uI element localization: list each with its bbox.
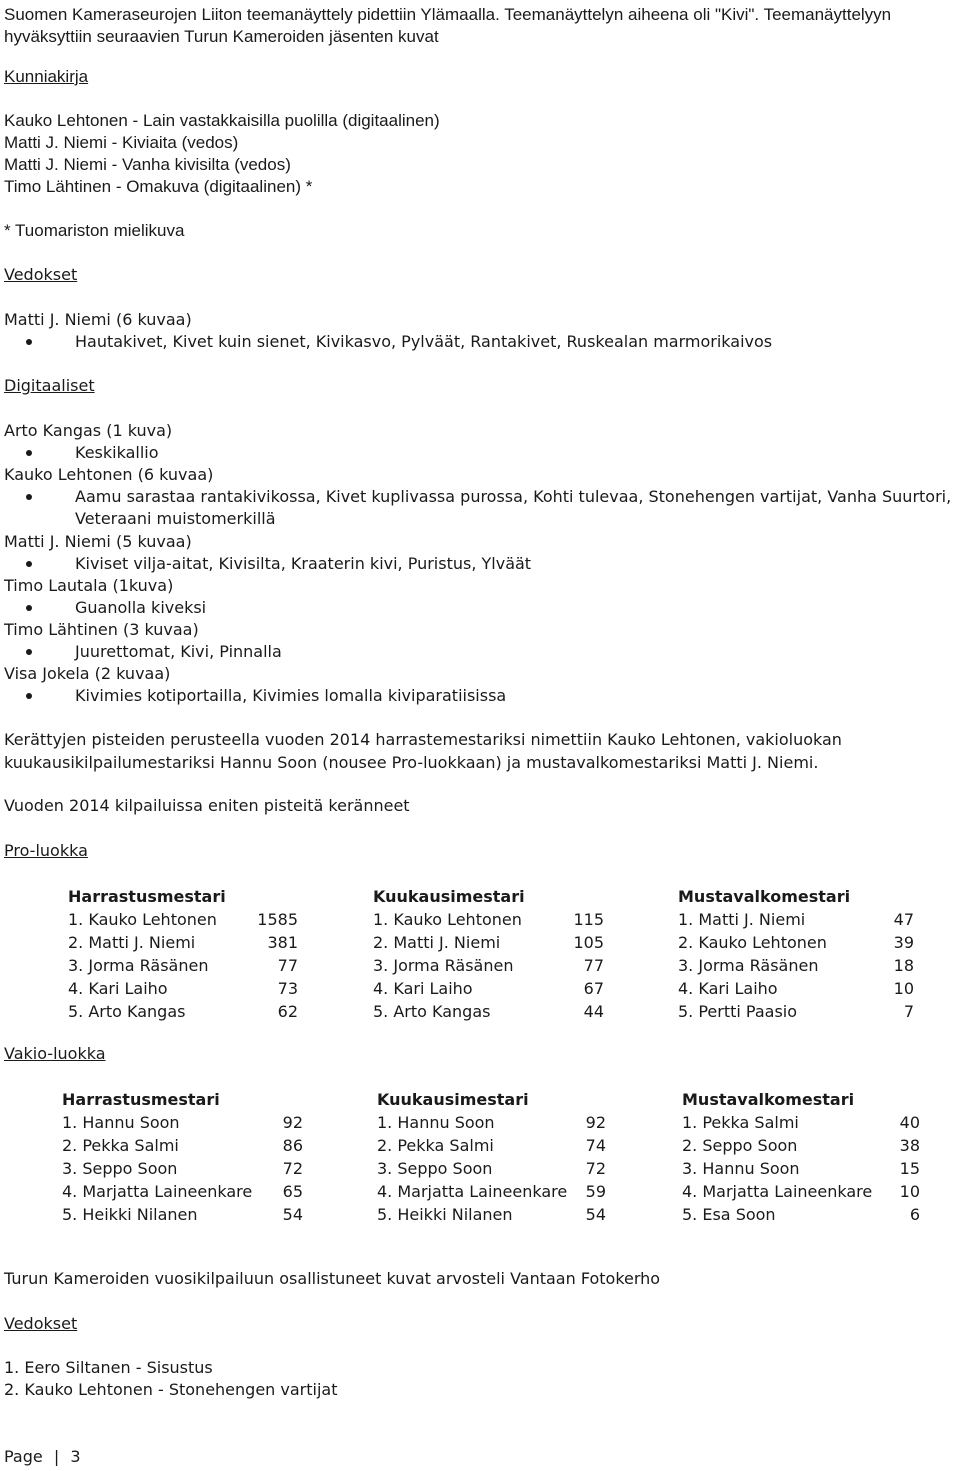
rank-name: 2. Pekka Salmi xyxy=(62,1136,179,1155)
rank-name: 1. Kauko Lehtonen xyxy=(373,910,522,929)
rank-name: 2. Kauko Lehtonen xyxy=(678,933,827,952)
rank-name: 5. Esa Soon xyxy=(682,1205,776,1224)
score: 67 xyxy=(583,979,604,998)
rank-name: 3. Jorma Räsänen xyxy=(68,956,209,975)
page-separator: | xyxy=(53,1447,60,1466)
score: 38 xyxy=(899,1136,920,1155)
table-row xyxy=(377,1180,608,1203)
rank-name: 1. Hannu Soon xyxy=(62,1113,180,1132)
rank-name: 2. Matti J. Niemi xyxy=(373,933,501,952)
rank-name: 3. Jorma Räsänen xyxy=(678,956,819,975)
table-row xyxy=(678,977,916,1000)
vakio-heading: Vakio-luokka xyxy=(4,1044,106,1063)
rank-name: 2. Matti J. Niemi xyxy=(68,933,196,952)
bullet-icon xyxy=(26,605,32,611)
table-row xyxy=(62,1203,305,1226)
vantaa-heading: Vedokset xyxy=(4,1314,78,1333)
table-row xyxy=(68,908,300,931)
table-row xyxy=(62,1180,305,1203)
table-row xyxy=(682,1180,922,1203)
rank-name: 5. Pertti Paasio xyxy=(678,1002,798,1021)
page-footer xyxy=(4,1446,81,1468)
score: 18 xyxy=(893,956,914,975)
bullet-icon xyxy=(26,450,32,456)
digitaaliset-works: Juurettomat, Kivi, Pinnalla xyxy=(75,642,282,661)
score: 381 xyxy=(267,933,298,952)
rank-name: 5. Heikki Nilanen xyxy=(62,1205,198,1224)
digitaaliset-author: Arto Kangas (1 kuva) xyxy=(4,421,173,440)
table-row xyxy=(373,1000,606,1023)
table-row xyxy=(377,1203,608,1226)
score: 77 xyxy=(583,956,604,975)
rank-name: 2. Seppo Soon xyxy=(682,1136,798,1155)
bullet-icon xyxy=(26,339,32,345)
table-row xyxy=(678,908,916,931)
table-row xyxy=(68,954,300,977)
bullet-icon xyxy=(26,649,32,655)
digitaaliset-works: Guanolla kiveksi xyxy=(75,598,207,617)
score: 40 xyxy=(899,1113,920,1132)
vakio-table-harrastus xyxy=(62,1088,305,1226)
summary-line-1: Kerättyjen pisteiden perusteella vuoden 2014 harrastemestariksi nimettiin Kauko Lehtonen, vakioluokan xyxy=(4,730,842,749)
table-row xyxy=(377,1157,608,1180)
kunniakirja-note: * Tuomariston mielikuva xyxy=(4,221,185,240)
summary-line-2: kuukausikilpailumestariksi Hannu Soon (nousee Pro-luokkaan) ja mustavalkomestariksi Matti J. Niemi. xyxy=(4,753,819,772)
pro-table-kuukausi xyxy=(373,885,606,1023)
digitaaliset-author: Timo Lähtinen (3 kuvaa) xyxy=(4,620,199,639)
bullet-icon xyxy=(26,561,32,567)
score: 86 xyxy=(282,1136,303,1155)
digitaaliset-works-cont: Veteraani muistomerkillä xyxy=(75,509,276,528)
score: 7 xyxy=(903,1002,914,1021)
vedokset-works: Hautakivet, Kivet kuin sienet, Kivikasvo, Pylväät, Rantakivet, Ruskealan marmorikaivos xyxy=(75,332,773,351)
vakio-table-kuukausi xyxy=(377,1088,608,1226)
rank-name: 3. Seppo Soon xyxy=(62,1159,178,1178)
table-row xyxy=(68,931,300,954)
pro-heading: Pro-luokka xyxy=(4,841,88,860)
rank-name: 1. Pekka Salmi xyxy=(682,1113,799,1132)
digitaaliset-author: Visa Jokela (2 kuvaa) xyxy=(4,664,171,683)
pro-table-mustavalko xyxy=(678,885,916,1023)
table-title: Harrastusmestari xyxy=(68,887,226,906)
table-title: Kuukausimestari xyxy=(373,887,525,906)
table-row xyxy=(373,954,606,977)
rank-name: 3. Hannu Soon xyxy=(682,1159,800,1178)
table-row xyxy=(62,1157,305,1180)
score: 74 xyxy=(585,1136,606,1155)
score: 62 xyxy=(277,1002,298,1021)
rank-name: 3. Seppo Soon xyxy=(377,1159,493,1178)
bullet-icon xyxy=(26,693,32,699)
table-row xyxy=(682,1157,922,1180)
table-row xyxy=(678,954,916,977)
rank-name: 1. Hannu Soon xyxy=(377,1113,495,1132)
table-row xyxy=(678,931,916,954)
table-row xyxy=(62,1111,305,1134)
table-row xyxy=(68,977,300,1000)
score: 54 xyxy=(282,1205,303,1224)
rank-name: 4. Kari Laiho xyxy=(678,979,778,998)
digitaaliset-author: Matti J. Niemi (5 kuvaa) xyxy=(4,532,192,551)
rank-name: 5. Heikki Nilanen xyxy=(377,1205,513,1224)
intro-line-2: hyväksyttiin seuraavien Turun Kameroiden jäsenten kuvat xyxy=(4,27,439,46)
pro-table-harrastus xyxy=(68,885,300,1023)
points-title: Vuoden 2014 kilpailuissa eniten pisteitä keränneet xyxy=(4,796,410,815)
score: 105 xyxy=(573,933,604,952)
table-row xyxy=(68,1000,300,1023)
score: 15 xyxy=(899,1159,920,1178)
kunniakirja-item: Matti J. Niemi - Kiviaita (vedos) xyxy=(4,133,239,152)
page-label: Page xyxy=(4,1447,43,1466)
rank-name: 4. Marjatta Laineenkare xyxy=(377,1182,568,1201)
score: 10 xyxy=(899,1182,920,1201)
table-row xyxy=(682,1111,922,1134)
bullet-icon xyxy=(26,494,32,500)
rank-name: 5. Arto Kangas xyxy=(373,1002,491,1021)
score: 72 xyxy=(282,1159,303,1178)
vakio-table-mustavalko xyxy=(682,1088,922,1226)
table-row xyxy=(682,1203,922,1226)
rank-name: 4. Marjatta Laineenkare xyxy=(682,1182,873,1201)
intro-line-1: Suomen Kameraseurojen Liiton teemanäyttely pidettiin Ylämaalla. Teemanäyttelyn aiheena oli "Kivi". Teemanäyttelyyn xyxy=(4,5,892,24)
table-title: Mustavalkomestari xyxy=(682,1090,855,1109)
digitaaliset-works: Keskikallio xyxy=(75,443,159,462)
page-number: 3 xyxy=(70,1447,81,1466)
score: 54 xyxy=(585,1205,606,1224)
score: 47 xyxy=(893,910,914,929)
digitaaliset-works: Kiviset vilja-aitat, Kivisilta, Kraaterin kivi, Puristus, Ylväät xyxy=(75,554,532,573)
digitaaliset-author: Kauko Lehtonen (6 kuvaa) xyxy=(4,465,214,484)
table-row xyxy=(62,1134,305,1157)
score: 59 xyxy=(585,1182,606,1201)
score: 72 xyxy=(585,1159,606,1178)
rank-name: 4. Marjatta Laineenkare xyxy=(62,1182,253,1201)
vantaa-item: 2. Kauko Lehtonen - Stonehengen vartijat xyxy=(4,1380,338,1399)
table-title: Mustavalkomestari xyxy=(678,887,851,906)
table-title: Kuukausimestari xyxy=(377,1090,529,1109)
table-title: Harrastusmestari xyxy=(62,1090,220,1109)
kunniakirja-item: Timo Lähtinen - Omakuva (digitaalinen) * xyxy=(4,177,313,196)
vantaa-title: Turun Kameroiden vuosikilpailuun osallistuneet kuvat arvosteli Vantaan Fotokerho xyxy=(4,1269,661,1288)
score: 10 xyxy=(893,979,914,998)
rank-name: 2. Pekka Salmi xyxy=(377,1136,494,1155)
table-row xyxy=(682,1134,922,1157)
table-row xyxy=(373,977,606,1000)
table-row xyxy=(373,931,606,954)
digitaaliset-author: Timo Lautala (1kuva) xyxy=(4,576,174,595)
kunniakirja-heading: Kunniakirja xyxy=(4,67,89,86)
table-row xyxy=(377,1134,608,1157)
vedokset-author: Matti J. Niemi (6 kuvaa) xyxy=(4,310,192,329)
table-row xyxy=(373,908,606,931)
rank-name: 3. Jorma Räsänen xyxy=(373,956,514,975)
rank-name: 4. Kari Laiho xyxy=(68,979,168,998)
rank-name: 4. Kari Laiho xyxy=(373,979,473,998)
score: 77 xyxy=(277,956,298,975)
score: 92 xyxy=(585,1113,606,1132)
kunniakirja-item: Kauko Lehtonen - Lain vastakkaisilla puolilla (digitaalinen) xyxy=(4,111,440,130)
kunniakirja-item: Matti J. Niemi - Vanha kivisilta (vedos) xyxy=(4,155,291,174)
digitaaliset-works: Kivimies kotiportailla, Kivimies lomalla kiviparatiisissa xyxy=(75,686,507,705)
score: 1585 xyxy=(257,910,298,929)
score: 6 xyxy=(909,1205,920,1224)
score: 115 xyxy=(573,910,604,929)
vantaa-item: 1. Eero Siltanen - Sisustus xyxy=(4,1358,213,1377)
score: 65 xyxy=(282,1182,303,1201)
rank-name: 1. Kauko Lehtonen xyxy=(68,910,217,929)
digitaaliset-works: Aamu sarastaa rantakivikossa, Kivet kuplivassa purossa, Kohti tulevaa, Stonehengen vartijat, Vanha Suurtori, xyxy=(75,487,952,506)
score: 44 xyxy=(583,1002,604,1021)
score: 73 xyxy=(277,979,298,998)
rank-name: 5. Arto Kangas xyxy=(68,1002,186,1021)
table-row xyxy=(678,1000,916,1023)
rank-name: 1. Matti J. Niemi xyxy=(678,910,806,929)
score: 92 xyxy=(282,1113,303,1132)
score: 39 xyxy=(893,933,914,952)
vedokset-heading: Vedokset xyxy=(4,265,78,284)
digitaaliset-heading: Digitaaliset xyxy=(4,376,95,395)
table-row xyxy=(377,1111,608,1134)
